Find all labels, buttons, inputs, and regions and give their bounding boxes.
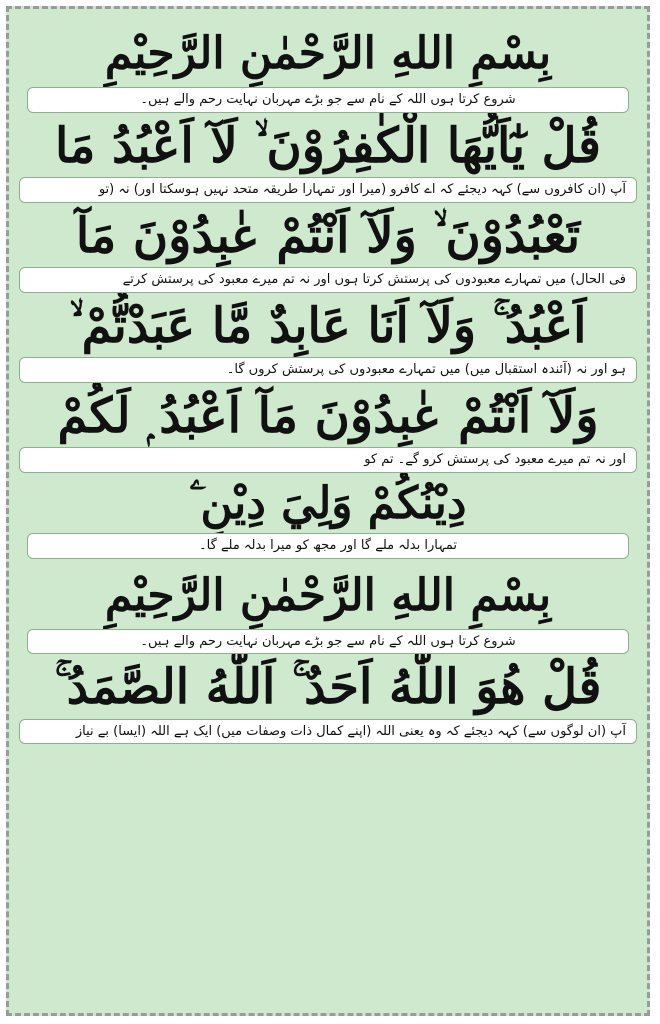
bismillah-translation-2: شروع کرتا ہوں اللہ کے نام سے جو بڑے مہربان نہایت رحم والے ہیں۔ bbox=[27, 629, 629, 655]
verse-1: قُلْ يٰٓاَيُّهَا الْكٰفِرُوْنَ ۙ لَآ اَعْبُدُ مَا bbox=[55, 117, 601, 174]
translation-3: ہو اور نہ (آئندہ استقبال میں) میں تمہارے معبودوں کی پرستش کروں گا۔ bbox=[19, 357, 637, 383]
verse-ikhlas-1: قُلْ هُوَ اللّٰهُ اَحَدٌ ۚ اَللّٰهُ الصَّمَدُ ۚ bbox=[54, 659, 602, 716]
translation-ikhlas-1: آپ (ان لوگوں سے) کہہ دیجئے کہ وہ یعنی اللہ (اپنے کمال ذات وصفات میں) ایک ہے اللہ (ایسا) بے نیاز bbox=[19, 719, 637, 745]
verse-2: تَعْبُدُوْنَ ۙ وَلَآ اَنْتُمْ عٰبِدُوْنَ مَآ bbox=[75, 207, 581, 264]
page-frame bbox=[6, 6, 650, 1016]
translation-5: تمہارا بدلہ ملے گا اور مجھ کو میرا بدلہ ملے گا۔ bbox=[27, 533, 629, 559]
bismillah-heading-2: بِسْمِ اللهِ الرَّحْمٰنِ الرَّحِيْمِ bbox=[104, 569, 552, 621]
verse-4: وَلَآ اَنْتُمْ عٰبِدُوْنَ مَآ اَعْبُدُ ۭ لَكُمْ bbox=[57, 387, 599, 444]
document-page bbox=[9, 9, 647, 1013]
translation-4: اور نہ تم میرے معبود کی پرستش کرو گے۔ تم کو bbox=[19, 447, 637, 473]
translation-1: آپ (ان کافروں سے) کہہ دیجئے کہ اے کافرو (میرا اور تمہارا طریقہ متحد نہیں ہوسکتا اور) نہ (تو bbox=[19, 177, 637, 203]
verse-5: دِيْنُكُمْ وَلِيَ دِيْنِ ۧ bbox=[189, 477, 467, 529]
bismillah-heading: بِسْمِ اللهِ الرَّحْمٰنِ الرَّحِيْمِ bbox=[104, 28, 552, 79]
verse-3: اَعْبُدُ ۚ وَلَآ اَنَا عَابِدٌ مَّا عَبَدْتُّمْ ۙ bbox=[69, 297, 587, 354]
bismillah-translation: شروع کرتا ہوں اللہ کے نام سے جو بڑے مہربان نہایت رحم والے ہیں۔ bbox=[27, 87, 629, 113]
translation-2: فی الحال) میں تمہارے معبودوں کی پرستش کرتا ہوں اور نہ تم میرے معبود کی پرستش کرتے bbox=[19, 267, 637, 293]
